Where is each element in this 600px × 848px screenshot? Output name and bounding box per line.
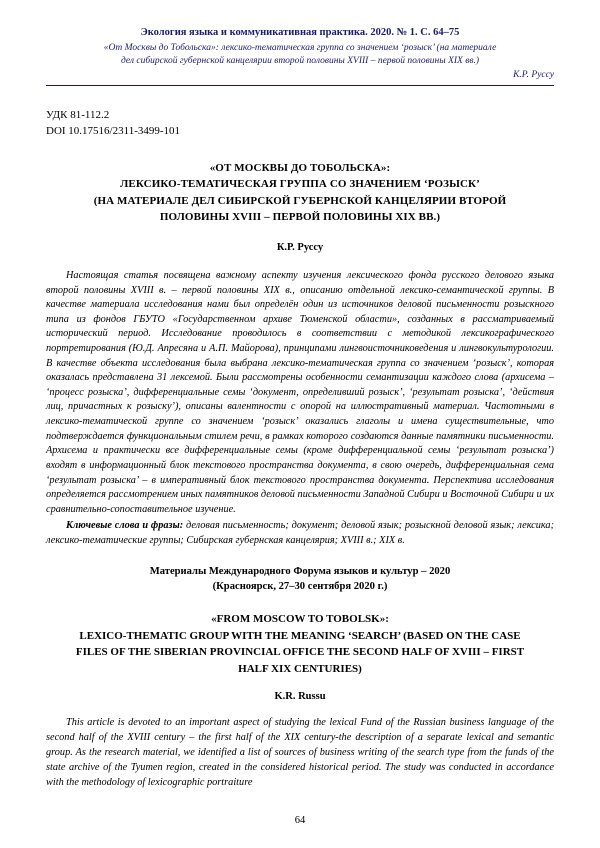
running-head — [46, 26, 554, 86]
page-title-en — [46, 611, 554, 677]
title-en-line1: «FROM MOSCOW TO TOBOLSK»: — [211, 613, 389, 626]
running-head-author: К.Р. Руссу — [513, 69, 554, 80]
running-head-journal: Экология языка и коммуникативная практика. 2020. № 1. С. 64–75 — [140, 27, 460, 38]
doi-code: DOI 10.17516/2311-3499-101 — [46, 125, 181, 138]
running-head-article-line1: «От Москвы до Тобольска»: лексико-тематическая группа со значением ‘розыск’ (на материале — [103, 43, 497, 54]
abstract-ru: Настоящая статья посвящена важному аспекту изучения лексического фонда русского делового языка второй половины XVIII в. – первой половины XIX в., описанию отдельной лексико-семантической группы. В качестве материала исследования нами был определён один из источников деловой письменности розыскного типа из фондов ГБУТО «Государственном архиве Тюменской области», созданных в рассматриваемый исторический период. Исследование проводилось в соответствии с методикой лексикографического портретирования (Ю.Д. Апресяна и А.П. Майорова), принципами лингвоисточниковедения и лингвокультурологии. В качестве объекта исследования была выбрана лексико-тематическая группа со значением ‘розыск’, которая оказалась представлена 31 лексемой. Были рассмотрены особенности семантизации каждого слова (архисема – ‘процесс розыска’, дифференциальные семы ‘документ, определивший розыск’, ‘результат розыска’, ‘действия лиц, причастных к розыску’), описаны валентности с опорой на иллюстративный материал. Частотными в лексико-тематической группе со значением ‘розыск’ оказались глаголы и имена существительные, что подтверждается функциональным стилем речи, в рамках которого создаются данные памятники письменности. Архисема и практически все дифференциальные семы (кроме дифференциальной семы ‘результат розыска’) входят в информационный блок текстового пространства документа, в свою очередь, дифференциальная сема ‘результат розыска’ – в императивный блок текстового пространства документа. Перспектива исследования определяется рассмотрением иных памятников деловой письменности Западной Сибири и Восточной Сибири и их сравнительно-сопоставительное изучение. — [46, 269, 554, 515]
page-title-ru — [46, 160, 554, 226]
title-en-line2: LEXICO-THEMATIC GROUP WITH THE MEANING ‘SEARCH’ (BASED ON THE CASE — [79, 629, 521, 642]
forum-line1: Материалы Международного Форума языков и культур – 2020 — [149, 565, 451, 577]
title-ru-line1: «ОТ МОСКВЫ ДО ТОБОЛЬСКА»: — [209, 161, 391, 174]
header-divider — [46, 85, 554, 86]
title-ru-line2: ЛЕКСИКО-ТЕМАТИЧЕСКАЯ ГРУППА СО ЗНАЧЕНИЕМ ‘РОЗЫСК’ — [120, 178, 480, 191]
identifiers-block — [46, 108, 554, 140]
title-en-line4: HALF XIX CENTURIES) — [238, 662, 362, 675]
forum-line2: (Красноярск, 27–30 сентября 2020 г.) — [212, 581, 388, 593]
author-ru: К.Р. Руссу — [276, 241, 324, 253]
keywords-ru-label: Ключевые слова и фразы: — [66, 520, 184, 532]
forum-note — [46, 564, 554, 596]
title-ru-line3: (НА МАТЕРИАЛЕ ДЕЛ СИБИРСКОЙ ГУБЕРНСКОЙ КАНЦЕЛЯРИИ ВТОРОЙ — [93, 194, 507, 207]
keywords-ru — [46, 519, 554, 548]
running-head-article — [46, 42, 554, 68]
udc-code: УДК 81-112.2 — [46, 109, 110, 122]
title-en-line3: FILES OF THE SIBERIAN PROVINCIAL OFFICE THE SECOND HALF OF XVIII – FIRST — [75, 646, 525, 659]
author-en: K.R. Russu — [274, 691, 326, 703]
title-ru-line4: ПОЛОВИНЫ XVIII – ПЕРВОЙ ПОЛОВИНЫ XIX ВВ.) — [159, 211, 441, 224]
keywords-ru-text: деловая письменность; документ; деловой язык; розыскной деловой язык; лексика; лексико-тематические группы; Сибирская губернская канцелярия; XVIII в.; XIX в. — [46, 520, 554, 546]
abstract-en: This article is devoted to an important aspect of studying the lexical Fund of the Russian business language of the second half of the XVIII century – the first half of the XIX century-the description of a separate lexical and semantic group. As the research material, we identified a list of sources of business writing of the search type from the funds of the state archive of the Tyumen region, created in the considered historical period. The study was conducted in accordance with the methodology of lexicographic portraiture — [46, 717, 554, 789]
running-head-article-line2: дел сибирской губернской канцелярии второй половины XVIII – первой половины XIX вв.) — [120, 55, 480, 66]
page-number: 64 — [294, 815, 306, 826]
